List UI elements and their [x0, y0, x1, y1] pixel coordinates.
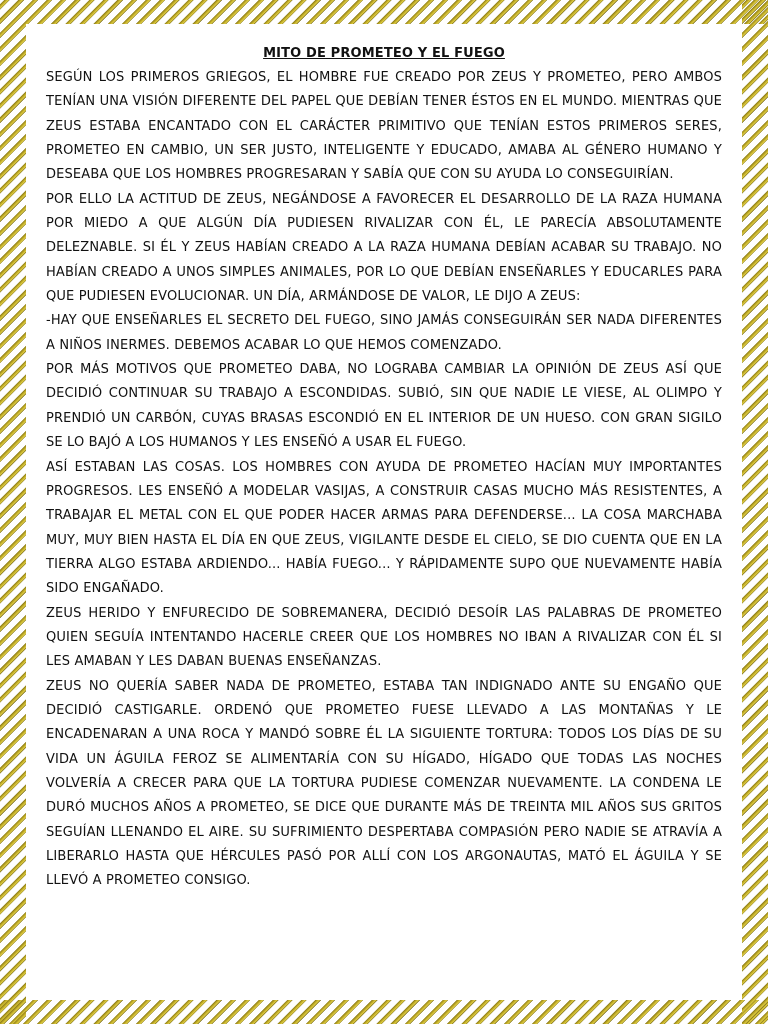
paragraph-4: POR MÁS MOTIVOS QUE PROMETEO DABA, NO LOGRABA CAMBIAR LA OPINIÓN DE ZEUS ASÍ QUE DECIDIÓ CONTINUAR SU TRABAJO A ESCONDIDAS. SUBIÓ, SIN QUE NADIE LE VIESE, AL OLIMPO Y PRENDIÓ UN CARBÓN, CUYAS BRASAS ESCONDIÓ EN EL INTERIOR DE UN HUESO. CON GRAN SIGILO SE LO BAJÓ A LOS HUMANOS Y LES ENSEÑÓ A USAR EL FUEGO. [46, 362, 722, 451]
decorative-border-right [742, 0, 768, 1024]
paragraph-1: SEGÚN LOS PRIMEROS GRIEGOS, EL HOMBRE FUE CREADO POR ZEUS Y PROMETEO, PERO AMBOS TENÍAN UNA VISIÓN DIFERENTE DEL PAPEL QUE DEBÍAN TENER ÉSTOS EN EL MUNDO. MIENTRAS QUE ZEUS ESTABA ENCANTADO CON EL CARÁCTER PRIMITIVO QUE TENÍAN ESTOS PRIMEROS SERES, PROMETEO EN CAMBIO, UN SER JUSTO, INTELIGENTE Y EDUCADO, AMABA AL GÉNERO HUMANO Y DESEABA QUE LOS HOMBRES PROGRESARAN Y SABÍA QUE CON SU AYUDA LO CONSEGUIRÍAN. [46, 70, 722, 183]
decorative-border-left [0, 0, 26, 1024]
paragraph-6: ZEUS HERIDO Y ENFURECIDO DE SOBREMANERA, DECIDIÓ DESOÍR LAS PALABRAS DE PROMETEO QUIEN SEGUÍA INTENTANDO HACERLE CREER QUE LOS HOMBRES NO IBAN A RIVALIZAR CON ÉL SI LES AMABAN Y LES DABAN BUENAS ENSEÑANZAS. [46, 605, 722, 670]
decorative-border-bottom [0, 1000, 768, 1024]
document-title: MITO DE PROMETEO Y EL FUEGO [263, 46, 505, 61]
decorative-border-top [0, 0, 768, 24]
document-page [30, 26, 738, 998]
paragraph-dialogue: -HAY QUE ENSEÑARLES EL SECRETO DEL FUEGO, SINO JAMÁS CONSEGUIRÁN SER NADA DIFERENTES A NIÑOS INERMES. DEBEMOS ACABAR LO QUE HEMOS COMENZADO. [46, 313, 722, 353]
paragraph-5: ASÍ ESTABAN LAS COSAS. LOS HOMBRES CON AYUDA DE PROMETEO HACÍAN MUY IMPORTANTES PROGRESOS. LES ENSEÑÓ A MODELAR VASIJAS, A CONSTRUIR CASAS MUCHO MÁS RESISTENTES, A TRABAJAR EL METAL CON EL QUE PODER HACER ARMAS PARA DEFENDERSE... LA COSA MARCHABA MUY, MUY BIEN HASTA EL DÍA EN QUE ZEUS, VIGILANTE DESDE EL CIELO, SE DIO CUENTA QUE EN LA TIERRA ALGO ESTABA ARDIENDO... HABÍA FUEGO... Y RÁPIDAMENTE SUPO QUE NUEVAMENTE HABÍA SIDO ENGAÑADO. [46, 459, 722, 597]
paragraph-2: POR ELLO LA ACTITUD DE ZEUS, NEGÁNDOSE A FAVORECER EL DESARROLLO DE LA RAZA HUMANA POR MIEDO A QUE ALGÚN DÍA PUDIESEN RIVALIZAR CON ÉL, LE PARECÍA ABSOLUTAMENTE DELEZNABLE. SI ÉL Y ZEUS HABÍAN CREADO A LA RAZA HUMANA DEBÍAN ACABAR SU TRABAJO. NO HABÍAN CREADO A UNOS SIMPLES ANIMALES, POR LO QUE DEBÍAN ENSEÑARLES Y EDUCARLES PARA QUE PUDIESEN EVOLUCIONAR. UN DÍA, ARMÁNDOSE DE VALOR, LE DIJO A ZEUS: [46, 191, 722, 305]
document-body [46, 42, 722, 894]
paragraph-7: ZEUS NO QUERÍA SABER NADA DE PROMETEO, ESTABA TAN INDIGNADO ANTE SU ENGAÑO QUE DECIDIÓ CASTIGARLE. ORDENÓ QUE PROMETEO FUESE LLEVADO A LAS MONTAÑAS Y LE ENCADENARAN A UNA ROCA Y MANDÓ SOBRE ÉL LA SIGUIENTE TORTURA: TODOS LOS DÍAS DE SU VIDA UN ÁGUILA FEROZ SE ALIMENTARÍA CON SU HÍGADO, HÍGADO QUE TODAS LAS NOCHES VOLVERÍA A CRECER PARA QUE LA TORTURA PUDIESE COMENZAR NUEVAMENTE. LA CONDENA LE DURÓ MUCHOS AÑOS A PROMETEO, SE DICE QUE DURANTE MÁS DE TREINTA MIL AÑOS SUS GRITOS SEGUÍAN LLENANDO EL AIRE. SU SUFRIMIENTO DESPERTABA COMPASIÓN PERO NADIE SE ATRAVÍA A LIBERARLO HASTA QUE HÉRCULES PASÓ POR ALLÍ CON LOS ARGONAUTAS, MATÓ EL ÁGUILA Y SE LLEVÓ A PROMETEO CONSIGO. [46, 678, 722, 889]
